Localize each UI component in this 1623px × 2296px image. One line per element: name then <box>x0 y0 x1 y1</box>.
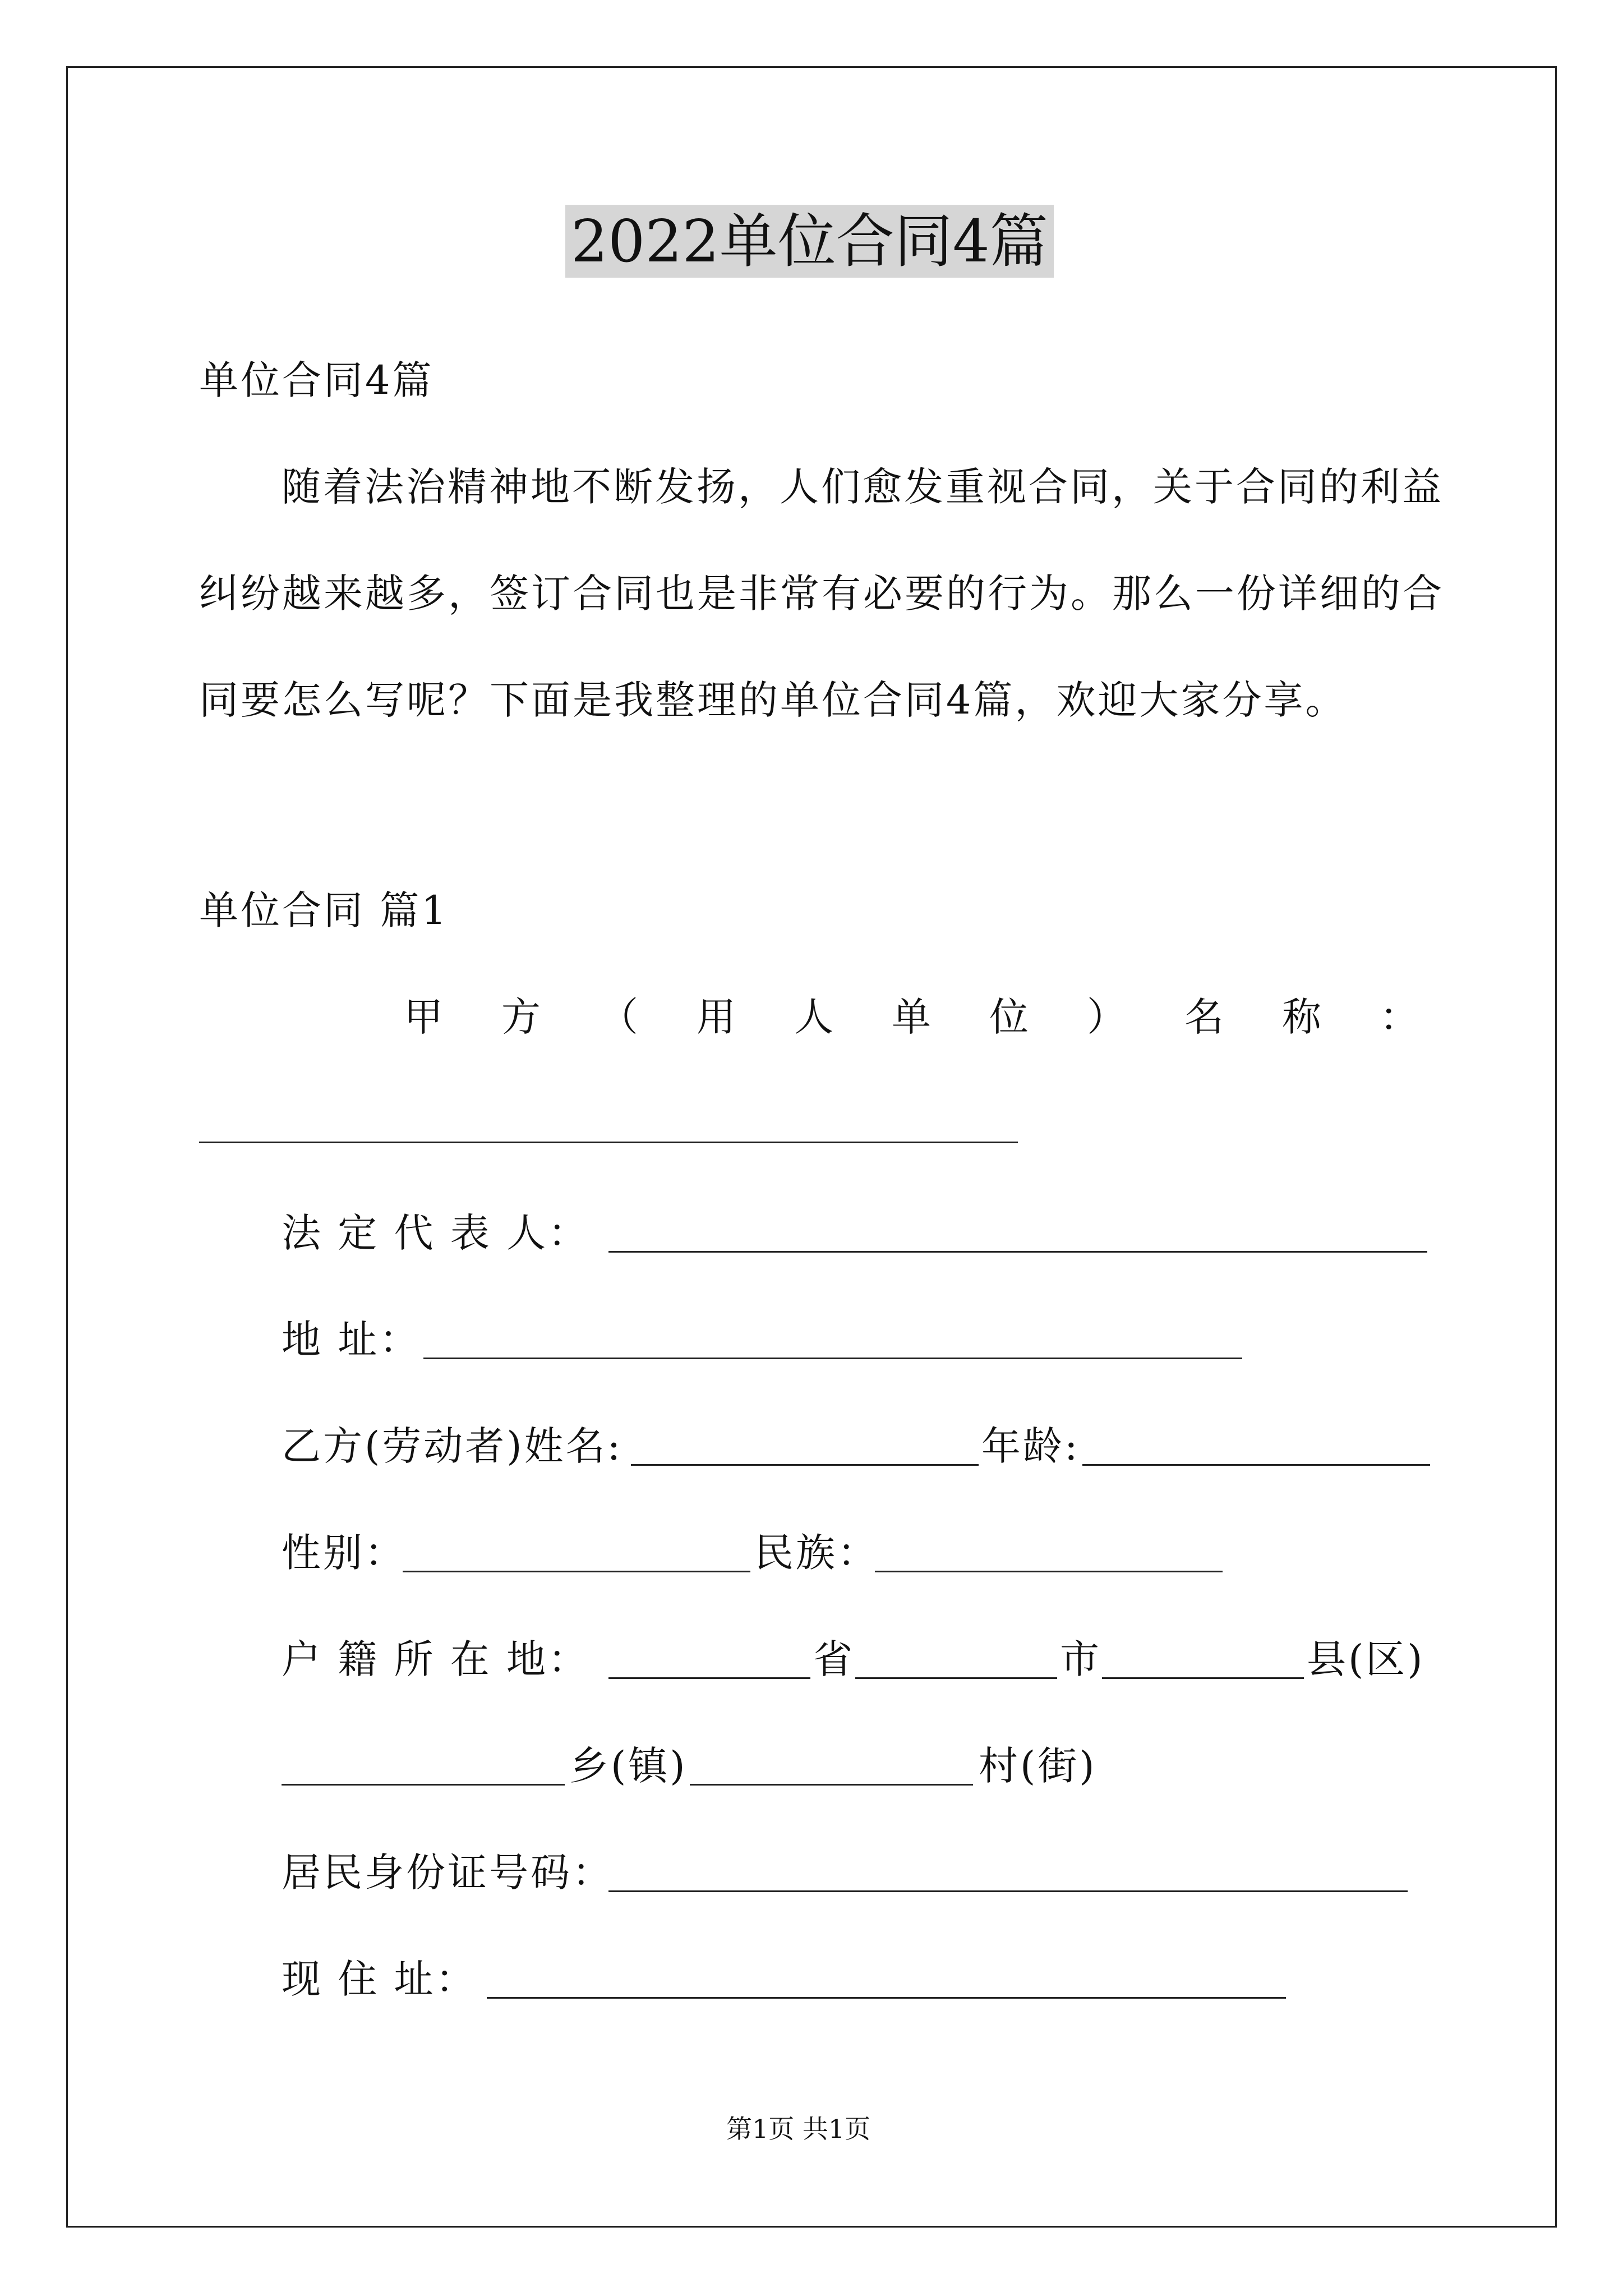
party-a-char: （ <box>599 994 638 1040</box>
party-a-char: 用 <box>697 994 736 1040</box>
current-address-label: 现 住 址： <box>282 1956 477 2002</box>
gender-blank[interactable] <box>403 1571 750 1572</box>
province-label: 省 <box>813 1636 855 1682</box>
party-a-name-label <box>404 990 1419 1044</box>
intro-line-3: 同要怎么写呢？下面是我整理的单位合同4篇，欢迎大家分享。 <box>199 677 1347 723</box>
current-address-blank[interactable] <box>487 1997 1286 1999</box>
document-subtitle: 单位合同4篇 <box>199 357 434 403</box>
id-number-label: 居民身份证号码： <box>282 1849 614 1895</box>
city-label: 市 <box>1060 1636 1101 1682</box>
province-blank[interactable] <box>608 1677 810 1679</box>
document-title: 2022单位合同4篇 <box>565 205 1054 278</box>
address-label: 地 址： <box>282 1317 421 1363</box>
intro-line-1: 随着法治精神地不断发扬，人们愈发重视合同，关于合同的利益 <box>282 464 1444 510</box>
party-a-char: 单 <box>892 994 931 1040</box>
age-blank[interactable] <box>1082 1464 1430 1466</box>
party-a-char: 名 <box>1184 994 1224 1040</box>
party-a-char: ） <box>1087 994 1126 1040</box>
village-blank[interactable] <box>690 1784 973 1786</box>
address-blank[interactable] <box>423 1358 1242 1359</box>
party-a-char: 方 <box>501 994 541 1040</box>
intro-line-2: 纠纷越来越多，签订合同也是非常有必要的行为。那么一份详细的合 <box>199 570 1444 616</box>
county-label: 县(区) <box>1307 1636 1425 1682</box>
county-blank[interactable] <box>1102 1677 1304 1679</box>
page-footer: 第1页 共1页 <box>726 2114 871 2144</box>
party-b-name-blank[interactable] <box>631 1464 979 1466</box>
age-label: 年龄: <box>981 1423 1080 1469</box>
household-label: 户 籍 所 在 地： <box>282 1636 590 1682</box>
id-number-blank[interactable] <box>608 1890 1408 1892</box>
ethnicity-blank[interactable] <box>875 1571 1223 1572</box>
section-heading: 单位合同 篇1 <box>199 887 449 933</box>
township-blank[interactable] <box>282 1784 565 1786</box>
party-a-char: 称 <box>1282 994 1321 1040</box>
ethnicity-label: 民族： <box>754 1530 879 1576</box>
party-a-name-blank[interactable] <box>199 1142 1018 1143</box>
legal-rep-label: 法 定 代 表 人： <box>282 1210 590 1256</box>
legal-rep-blank[interactable] <box>608 1251 1427 1253</box>
city-blank[interactable] <box>855 1677 1057 1679</box>
township-label: 乡(镇) <box>569 1743 688 1789</box>
gender-label: 性别： <box>282 1530 406 1576</box>
party-a-char: 位 <box>989 994 1029 1040</box>
party-a-char: 甲 <box>404 994 443 1040</box>
village-label: 村(街) <box>979 1743 1097 1789</box>
party-a-char: ： <box>1380 994 1419 1040</box>
party-a-char: 人 <box>794 994 833 1040</box>
party-b-name-label: 乙方(劳动者)姓名: <box>282 1423 623 1469</box>
